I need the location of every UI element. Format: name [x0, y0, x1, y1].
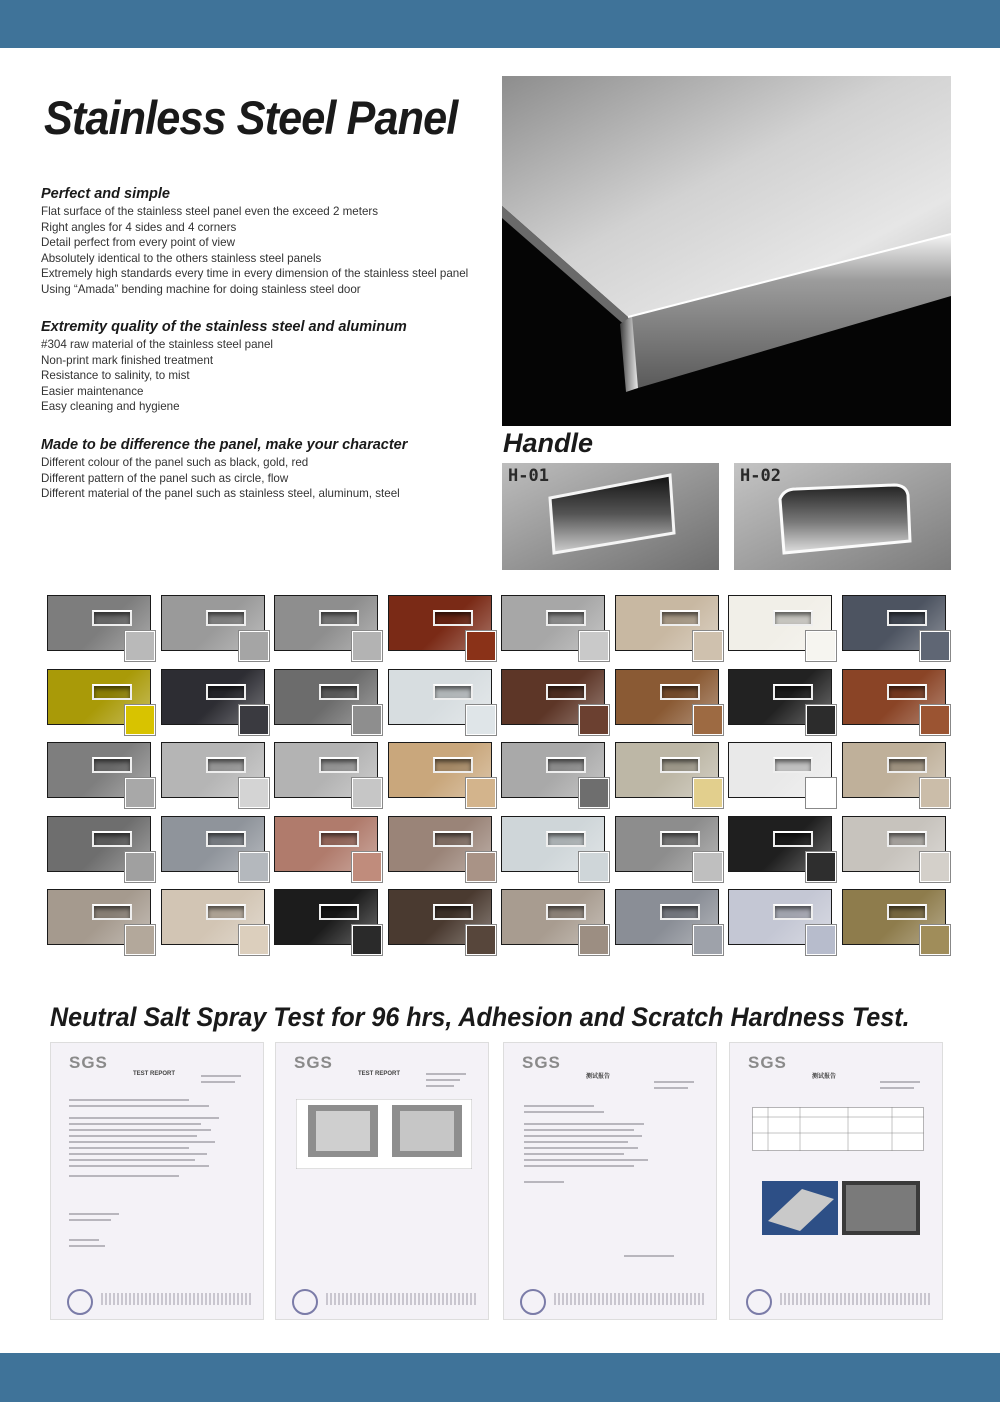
recessed-handle-icon	[887, 904, 927, 920]
material-chip	[239, 705, 269, 735]
material-chip	[920, 705, 950, 735]
material-chip	[352, 925, 382, 955]
finish-swatch	[161, 742, 270, 806]
material-chip	[806, 631, 836, 661]
bottom-band	[0, 1353, 1000, 1402]
material-chip	[352, 778, 382, 808]
sgs-stamp-icon	[292, 1289, 318, 1315]
material-chip	[125, 705, 155, 735]
feature-line: Easy cleaning and hygiene	[41, 400, 180, 414]
material-chip	[579, 631, 609, 661]
feature-line: Using “Amada” bending machine for doing stainless steel door	[41, 282, 361, 296]
recessed-handle-icon	[319, 610, 359, 626]
finish-swatch	[274, 889, 383, 953]
feature-line: Extremely high standards every time in every dimension of the stainless steel panel	[41, 267, 469, 281]
panel-finish-swatch-grid	[47, 595, 950, 960]
material-chip	[125, 778, 155, 808]
handle-h02-photo	[734, 463, 951, 570]
recessed-handle-icon	[773, 904, 813, 920]
recessed-handle-icon	[433, 904, 473, 920]
test-sample-photos	[296, 1099, 472, 1169]
recessed-handle-icon	[546, 684, 586, 700]
feature-line: Different pattern of the panel such as circle, flow	[41, 471, 289, 485]
material-chip	[579, 925, 609, 955]
feature-line: #304 raw material of the stainless steel panel	[41, 338, 274, 351]
recessed-handle-icon	[887, 757, 927, 773]
finish-swatch	[615, 669, 724, 733]
handle-code: H-01	[508, 466, 549, 486]
recessed-handle-icon	[319, 831, 359, 847]
finish-swatch	[501, 595, 610, 659]
recessed-handle-icon	[773, 684, 813, 700]
material-chip	[806, 778, 836, 808]
finish-swatch	[274, 669, 383, 733]
material-chip	[806, 852, 836, 882]
finish-swatch	[501, 889, 610, 953]
test-results-table	[752, 1107, 924, 1151]
finish-swatch	[501, 816, 610, 880]
panel-corner-illustration	[502, 76, 951, 426]
finish-swatch	[274, 742, 383, 806]
material-chip	[693, 852, 723, 882]
recessed-handle-icon	[546, 831, 586, 847]
recessed-handle-icon	[546, 904, 586, 920]
section-extremity-quality	[41, 319, 491, 415]
material-chip	[239, 852, 269, 882]
scratch-test-photos	[762, 1181, 920, 1237]
finish-swatch	[388, 816, 497, 880]
material-chip	[466, 852, 496, 882]
certificate-heading: TEST REPORT	[133, 1071, 176, 1077]
finish-swatch	[615, 595, 724, 659]
recessed-handle-icon	[92, 757, 132, 773]
material-chip	[806, 705, 836, 735]
sgs-logo: SGS	[69, 1053, 108, 1072]
finish-swatch	[501, 669, 610, 733]
certificate-heading: 测试报告	[586, 1074, 611, 1080]
material-chip	[125, 631, 155, 661]
material-chip	[920, 925, 950, 955]
recessed-handle-icon	[433, 684, 473, 700]
sgs-certificate-4	[729, 1042, 943, 1320]
material-chip	[352, 705, 382, 735]
finish-swatch	[161, 889, 270, 953]
section-heading: Extremity quality of the stainless steel and aluminum	[41, 319, 407, 335]
finish-swatch	[274, 595, 383, 659]
feature-line: Different colour of the panel such as black, gold, red	[41, 456, 309, 469]
finish-swatch	[501, 742, 610, 806]
material-chip	[920, 778, 950, 808]
section-heading: Perfect and simple	[41, 186, 170, 202]
recessed-handle-icon	[773, 610, 813, 626]
recessed-handle-icon	[887, 831, 927, 847]
material-chip	[239, 925, 269, 955]
finish-swatch	[728, 669, 837, 733]
sgs-stamp-icon	[67, 1289, 93, 1315]
finish-swatch	[615, 889, 724, 953]
finish-swatch	[728, 816, 837, 880]
recessed-handle-icon	[660, 757, 700, 773]
stainless-panel-photo	[502, 76, 951, 426]
section-heading: Made to be difference the panel, make your character	[41, 437, 408, 453]
recessed-handle-icon	[319, 757, 359, 773]
feature-line: Resistance to salinity, to mist	[41, 369, 190, 383]
material-chip	[466, 925, 496, 955]
recessed-handle-icon	[660, 684, 700, 700]
sgs-certificate-1	[50, 1042, 264, 1320]
recessed-handle-icon	[206, 831, 246, 847]
certificate-heading: 测试报告	[812, 1074, 837, 1080]
material-chip	[466, 778, 496, 808]
finish-swatch	[842, 595, 951, 659]
finish-swatch	[842, 816, 951, 880]
finish-swatch	[842, 669, 951, 733]
finish-swatch	[842, 742, 951, 806]
recessed-handle-icon	[206, 610, 246, 626]
recessed-handle-icon	[206, 904, 246, 920]
material-chip	[352, 852, 382, 882]
handle-code: H-02	[740, 466, 781, 486]
sgs-logo: SGS	[294, 1053, 333, 1072]
finish-swatch	[161, 595, 270, 659]
finish-swatch	[161, 669, 270, 733]
feature-line: Flat surface of the stainless steel panel even the exceed 2 meters	[41, 205, 379, 218]
finish-swatch	[388, 889, 497, 953]
finish-swatch	[728, 889, 837, 953]
section-make-your-character	[41, 437, 491, 502]
recessed-handle-icon	[92, 831, 132, 847]
recessed-handle-icon	[433, 610, 473, 626]
recessed-handle-icon	[660, 904, 700, 920]
top-band	[0, 0, 1000, 48]
feature-line: Absolutely identical to the others stainless steel panels	[41, 251, 322, 265]
finish-swatch	[47, 889, 156, 953]
finish-swatch	[47, 669, 156, 733]
material-chip	[239, 778, 269, 808]
finish-swatch	[47, 816, 156, 880]
recessed-handle-icon	[319, 684, 359, 700]
recessed-handle-icon	[660, 610, 700, 626]
material-chip	[579, 852, 609, 882]
sgs-certificate-2	[275, 1042, 489, 1320]
finish-swatch	[388, 742, 497, 806]
material-chip	[579, 778, 609, 808]
recessed-handle-icon	[433, 757, 473, 773]
recessed-handle-icon	[319, 904, 359, 920]
material-chip	[466, 631, 496, 661]
sgs-logo: SGS	[748, 1053, 787, 1072]
recessed-handle-icon	[887, 610, 927, 626]
recessed-handle-icon	[206, 757, 246, 773]
material-chip	[920, 631, 950, 661]
material-chip	[693, 705, 723, 735]
certificate-heading: TEST REPORT	[358, 1071, 401, 1077]
material-chip	[352, 631, 382, 661]
finish-swatch	[615, 816, 724, 880]
material-chip	[693, 631, 723, 661]
finish-swatch	[615, 742, 724, 806]
sgs-stamp-icon	[520, 1289, 546, 1315]
recessed-handle-icon	[546, 757, 586, 773]
material-chip	[466, 705, 496, 735]
sgs-certificate-3	[503, 1042, 717, 1320]
finish-swatch	[388, 595, 497, 659]
sgs-logo: SGS	[522, 1053, 561, 1072]
test-section-title: Neutral Salt Spray Test for 96 hrs, Adhesion and Scratch Hardness Test.	[50, 1002, 910, 1032]
sgs-stamp-icon	[746, 1289, 772, 1315]
recessed-handle-icon	[773, 757, 813, 773]
material-chip	[693, 925, 723, 955]
material-chip	[579, 705, 609, 735]
handle-title: Handle	[503, 428, 594, 458]
recessed-handle-icon	[546, 610, 586, 626]
finish-swatch	[274, 816, 383, 880]
recessed-handle-icon	[887, 684, 927, 700]
feature-line: Different material of the panel such as stainless steel, aluminum, steel	[41, 487, 400, 501]
page-title: Stainless Steel Panel	[44, 91, 458, 144]
recessed-handle-icon	[92, 684, 132, 700]
finish-swatch	[728, 742, 837, 806]
handle-h01-photo	[502, 463, 719, 570]
material-chip	[920, 852, 950, 882]
material-chip	[125, 852, 155, 882]
material-chip	[806, 925, 836, 955]
recessed-handle-icon	[433, 831, 473, 847]
finish-swatch	[388, 669, 497, 733]
material-chip	[125, 925, 155, 955]
feature-line: Detail perfect from every point of view	[41, 236, 235, 250]
recessed-handle-icon	[660, 831, 700, 847]
material-chip	[239, 631, 269, 661]
feature-line: Easier maintenance	[41, 384, 144, 398]
recessed-handle-icon	[773, 831, 813, 847]
section-perfect-and-simple	[41, 186, 491, 298]
material-chip	[693, 778, 723, 808]
recessed-handle-icon	[92, 904, 132, 920]
recessed-handle-icon	[92, 610, 132, 626]
finish-swatch	[47, 742, 156, 806]
recessed-handle-icon	[206, 684, 246, 700]
feature-line: Right angles for 4 sides and 4 corners	[41, 220, 237, 234]
feature-line: Non-print mark finished treatment	[41, 353, 214, 367]
finish-swatch	[47, 595, 156, 659]
finish-swatch	[728, 595, 837, 659]
finish-swatch	[842, 889, 951, 953]
finish-swatch	[161, 816, 270, 880]
